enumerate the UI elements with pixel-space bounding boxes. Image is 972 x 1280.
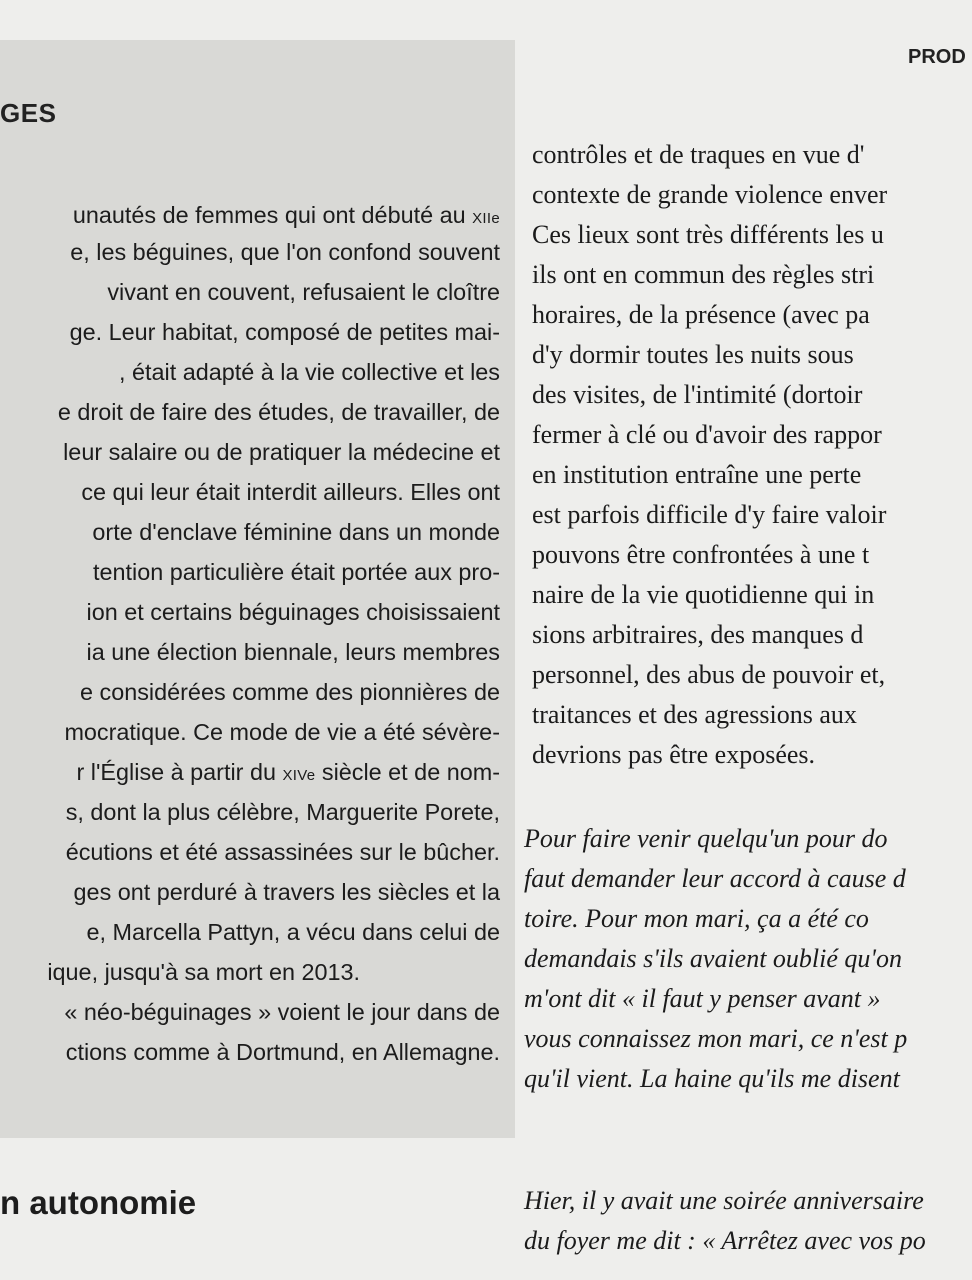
sidebar-line: e, Marcella Pattyn, a vécu dans celui de xyxy=(86,919,500,945)
body-line: personnel, des abus de pouvoir et, xyxy=(532,660,886,689)
body-line: fermer à clé ou d'avoir des rappor xyxy=(532,420,882,449)
sidebar-line: leur salaire ou de pratiquer la médecine et xyxy=(63,439,500,465)
sidebar-line: ge. Leur habitat, composé de petites mai- xyxy=(69,319,500,345)
quote-line: toire. Pour mon mari, ça a été co xyxy=(524,904,869,933)
sidebar-line: e, les béguines, que l'on confond souvent xyxy=(70,239,500,265)
running-head: PROD xyxy=(908,46,966,68)
body-line: contrôles et de traques en vue d' xyxy=(532,140,865,169)
sidebar-line: ique, jusqu'à sa mort en 2013. xyxy=(47,959,360,985)
sidebar-line: « néo-béguinages » voient le jour dans de xyxy=(64,999,500,1025)
body-line: des visites, de l'intimité (dortoir xyxy=(532,380,863,409)
body-line: sions arbitraires, des manques d xyxy=(532,620,864,649)
sidebar-line: r l'Église à partir du XIVe siècle et de nom- xyxy=(76,759,500,785)
sidebar-line: unautés de femmes qui ont débuté au XIIe xyxy=(72,202,500,228)
sidebar-line: mocratique. Ce mode de vie a été sévère- xyxy=(64,719,500,745)
body-line: en institution entraîne une perte xyxy=(532,460,862,489)
body-line: naire de la vie quotidienne qui in xyxy=(532,580,875,609)
sidebar-line: ce qui leur était interdit ailleurs. Elles ont xyxy=(81,479,500,505)
sidebar-line: ges ont perduré à travers les siècles et la xyxy=(73,879,500,905)
sidebar-line: tention particulière était portée aux pro- xyxy=(93,559,500,585)
body-line: est parfois difficile d'y faire valoir xyxy=(532,500,887,529)
sidebar-line: s, dont la plus célèbre, Marguerite Porete, xyxy=(65,799,500,825)
body-line: contexte de grande violence enver xyxy=(532,180,888,209)
section-heading: n autonomie xyxy=(0,1184,197,1221)
sidebar-line: ctions comme à Dortmund, en Allemagne. xyxy=(65,1039,500,1065)
body-line: d'y dormir toutes les nuits sous xyxy=(532,340,854,369)
sidebar-line: ion et certains béguinages choisissaient xyxy=(86,599,500,625)
quote-line: demandais s'ils avaient oublié qu'on xyxy=(524,944,902,973)
century-twelve: XIIe xyxy=(472,210,500,227)
sidebar-box xyxy=(0,40,515,1138)
sidebar-line: orte d'enclave féminine dans un monde xyxy=(92,519,500,545)
sidebar-heading: GES xyxy=(0,98,57,128)
sidebar-line: , était adapté à la vie collective et les xyxy=(119,359,500,385)
quote-line: Pour faire venir quelqu'un pour do xyxy=(524,824,888,853)
body-line: traitances et des agressions aux xyxy=(532,700,857,729)
body-line: ils ont en commun des règles stri xyxy=(532,260,875,289)
quote-line: du foyer me dit : « Arrêtez avec vos po xyxy=(524,1226,926,1255)
sidebar-line: vivant en couvent, refusaient le cloître xyxy=(107,279,500,305)
sidebar-line: ia une élection biennale, leurs membres xyxy=(86,639,500,665)
sidebar-line: écutions et été assassinées sur le bûcher. xyxy=(65,839,500,865)
quote-line: Hier, il y avait une soirée anniversaire xyxy=(524,1186,924,1215)
quote-line: qu'il vient. La haine qu'ils me disent xyxy=(524,1064,900,1093)
century-fourteen: XIVe xyxy=(282,767,316,784)
body-line: horaires, de la présence (avec pa xyxy=(532,300,870,329)
body-line: Ces lieux sont très différents les u xyxy=(532,220,884,249)
body-line: pouvons être confrontées à une t xyxy=(532,540,870,569)
sidebar-line: e droit de faire des études, de travailler, de xyxy=(57,399,500,425)
quote-line: faut demander leur accord à cause d xyxy=(524,864,906,893)
quote-line: vous connaissez mon mari, ce n'est p xyxy=(524,1024,908,1053)
body-line: devrions pas être exposées. xyxy=(532,740,816,769)
quote-line: m'ont dit « il faut y penser avant » xyxy=(524,984,881,1013)
sidebar-line: e considérées comme des pionnières de xyxy=(80,679,500,705)
